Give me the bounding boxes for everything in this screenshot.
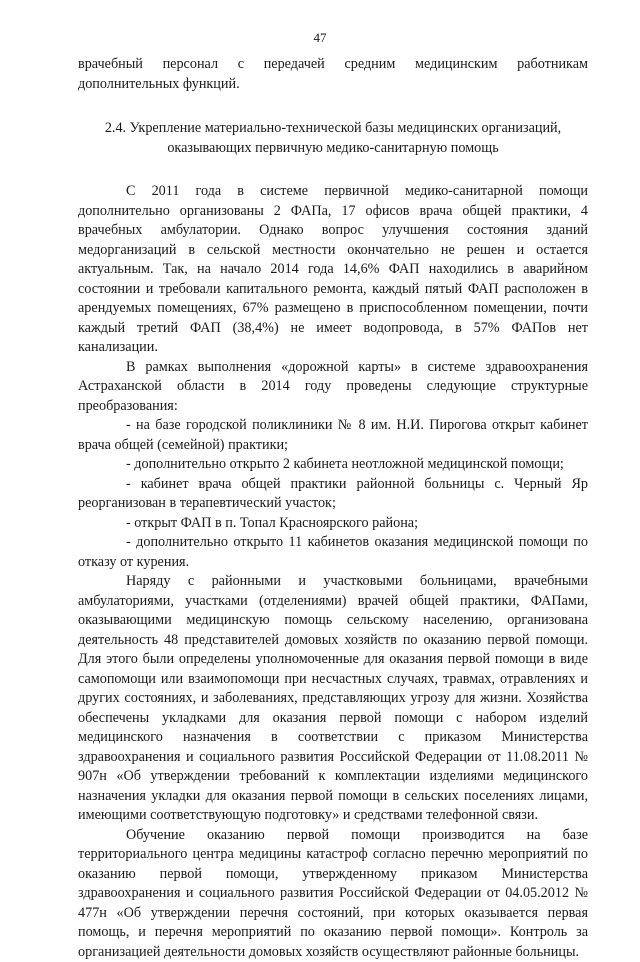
paragraph-roadmap: В рамках выполнения «дорожной карты» в системе здравоохранения Астраханской области в 2014 году проведены следующие структурные преобразования: [78,358,588,417]
paragraph-training: Обучение оказанию первой помощи производится на базе территориального центра медицины катастроф согласно перечню мероприятий по оказанию первой помощи, утвержденному приказом Министерства здравоохранения и социального развития Российской Федерации от 04.05.2012 № 477н «Об утверждении перечня состояний, при которых оказывается первая помощь, и перечня мероприятий по оказанию первой помощи». Контроль за организацией деятельности домовых хозяйств осуществляют районные больницы. [78,826,588,962]
body-text [78,55,588,962]
page-number: 47 [0,30,640,45]
list-item: - дополнительно открыто 11 кабинетов оказания медицинской помощи по отказу от курения. [78,533,588,572]
list-item: - открыт ФАП в п. Топал Красноярского района; [78,514,588,534]
list-item: - кабинет врача общей практики районной больницы с. Черный Яр реорганизован в терапевтический участок; [78,475,588,514]
list-item: - на базе городской поликлиники № 8 им. Н.И. Пирогова открыт кабинет врача общей (семейной) практики; [78,416,588,455]
intro-paragraph: врачебный персонал с передачей средним медицинским работникам дополнительных функций. [78,55,588,94]
section-heading: 2.4. Укрепление материально-технической базы медицинских организаций, оказывающих первичную медико-санитарную помощь [98,119,568,158]
paragraph-fap-status: С 2011 года в системе первичной медико-санитарной помощи дополнительно организованы 2 ФАПа, 17 офисов врача общей практики, 4 врачебных амбулатории. Однако вопрос улучшения состояния зданий медорганизаций в сельской местности окончательно не решен и остается актуальным. Так, на начало 2014 года 14,6% ФАП находились в аварийном состоянии и требовали капитального ремонта, каждый пятый ФАП расположен в арендуемых помещениях, 67% размещено в приспособленном помещении, почти каждый третий ФАП (38,4%) не имеет водопровода, в 57% ФАПов нет канализации. [78,182,588,358]
paragraph-households: Наряду с районными и участковыми больницами, врачебными амбулаториями, участками (отделениями) врачей общей практики, ФАПами, оказывающими медицинскую помощь сельскому населению, организована деятельность 48 представителей домовых хозяйств по оказанию первой помощи. Для этого были определены уполномоченные для оказания первой помощи в виде самопомощи или взаимопомощи при несчастных случаях, травмах, отравлениях и других состояниях, и заболеваниях, представляющих угрозу для жизни. Хозяйства обеспечены укладками для оказания первой помощи с набором изделий медицинского назначения в соответствии с приказом Министерства здравоохранения и социального развития Российской Федерации от 11.08.2011 № 907н «Об утверждении требований к комплектации изделиями медицинского назначения укладки для оказания первой помощи в сельских поселениях лицами, имеющими соответствующую подготовку» и средствами телефонной связи. [78,572,588,826]
list-item: - дополнительно открыто 2 кабинета неотложной медицинской помощи; [78,455,588,475]
